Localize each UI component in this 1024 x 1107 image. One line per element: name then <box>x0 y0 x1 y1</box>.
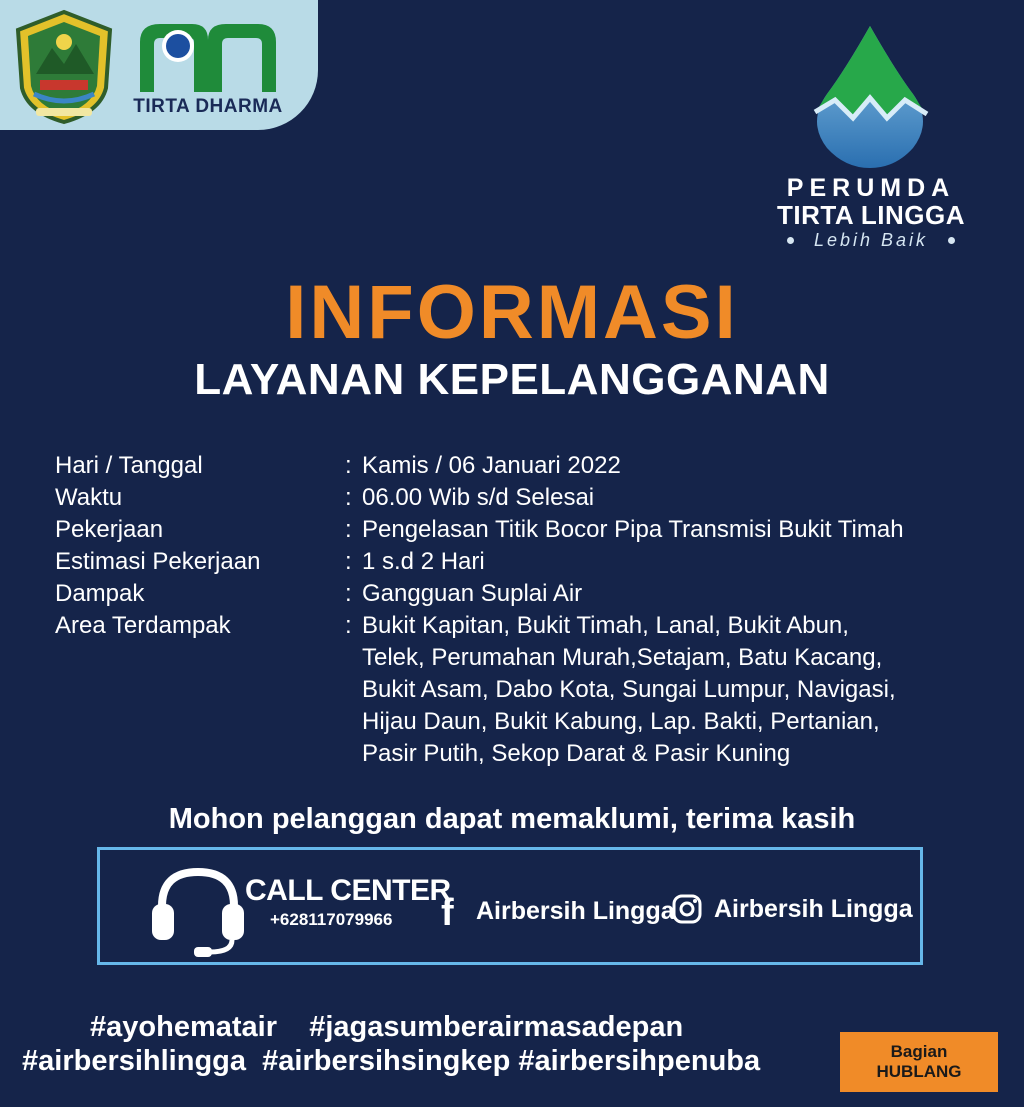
brand-tagline <box>766 228 976 252</box>
info-row-area <box>55 610 1020 770</box>
area-line: Bukit Kapitan, Bukit Timah, Lanal, Bukit Abun, <box>362 612 849 639</box>
call-center-label: CALL CENTER <box>245 874 451 907</box>
info-row-impact <box>55 578 1020 610</box>
badge-line: Bagian <box>890 1042 948 1061</box>
call-center-phone: +628117079966 <box>270 910 393 929</box>
info-value: 06.00 Wib s/d Selesai <box>362 484 595 511</box>
info-separator: : <box>345 612 352 639</box>
brand-line-1: PERUMDA <box>786 174 956 202</box>
info-row-time <box>55 482 1020 514</box>
bullet-dot-icon <box>948 237 955 244</box>
partner-name: TIRTA DHARMA <box>133 96 283 117</box>
info-row-day-date <box>55 450 1020 482</box>
info-separator: : <box>345 548 352 575</box>
department-badge <box>840 1032 998 1092</box>
info-row-work <box>55 514 1020 546</box>
instagram-icon <box>671 893 703 925</box>
info-value: Gangguan Suplai Air <box>362 580 583 607</box>
info-label: Hari / Tanggal <box>55 452 203 479</box>
info-row-estimate <box>55 546 1020 578</box>
tirta-dharma-logo-icon <box>136 18 280 92</box>
info-label: Estimasi Pekerjaan <box>55 548 261 575</box>
page-subtitle: LAYANAN KEPELANGGANAN <box>194 355 830 404</box>
hashtag-line: #ayohematair #jagasumberairmasadepan <box>90 1011 684 1043</box>
instagram-account: Airbersih Lingga <box>714 895 913 923</box>
info-separator: : <box>345 484 352 511</box>
brand-line-2: TIRTA LINGGA <box>777 200 965 230</box>
area-line: Hijau Daun, Bukit Kabung, Lap. Bakti, Pertanian, <box>362 708 880 735</box>
area-line: Bukit Asam, Dabo Kota, Sungai Lumpur, Navigasi, <box>362 676 896 703</box>
info-label: Pekerjaan <box>55 516 164 543</box>
regency-crest-icon <box>10 8 118 126</box>
area-line: Pasir Putih, Sekop Darat & Pasir Kuning <box>362 740 791 767</box>
info-separator: : <box>345 580 352 607</box>
info-table <box>55 450 1020 770</box>
info-label: Dampak <box>55 580 145 607</box>
closing-message: Mohon pelanggan dapat memaklumi, terima kasih <box>168 803 856 835</box>
info-value: Pengelasan Titik Bocor Pipa Transmisi Bukit Timah <box>362 516 904 543</box>
hashtag-line: #airbersihlingga #airbersihsingkep #airbersihpenuba <box>22 1045 761 1077</box>
affected-area-list <box>362 610 1020 770</box>
headset-icon <box>148 858 248 958</box>
hashtags <box>22 1010 760 1078</box>
info-value: 1 s.d 2 Hari <box>362 548 485 575</box>
info-separator: : <box>345 452 352 479</box>
info-separator: : <box>345 516 352 543</box>
brand-tagline-text: Lebih Baik <box>813 229 929 250</box>
info-value: Kamis / 06 Januari 2022 <box>362 452 621 479</box>
badge-line: HUBLANG <box>876 1062 962 1081</box>
water-drop-mountain-logo-icon <box>795 20 945 170</box>
info-label: Waktu <box>55 484 123 511</box>
facebook-account: Airbersih Lingga <box>476 897 675 925</box>
area-line: Telek, Perumahan Murah,Setajam, Batu Kacang, <box>362 644 883 671</box>
page-title: INFORMASI <box>285 270 739 355</box>
info-label: Area Terdampak <box>55 612 231 639</box>
facebook-icon: f <box>441 892 454 934</box>
bullet-dot-icon <box>787 237 794 244</box>
